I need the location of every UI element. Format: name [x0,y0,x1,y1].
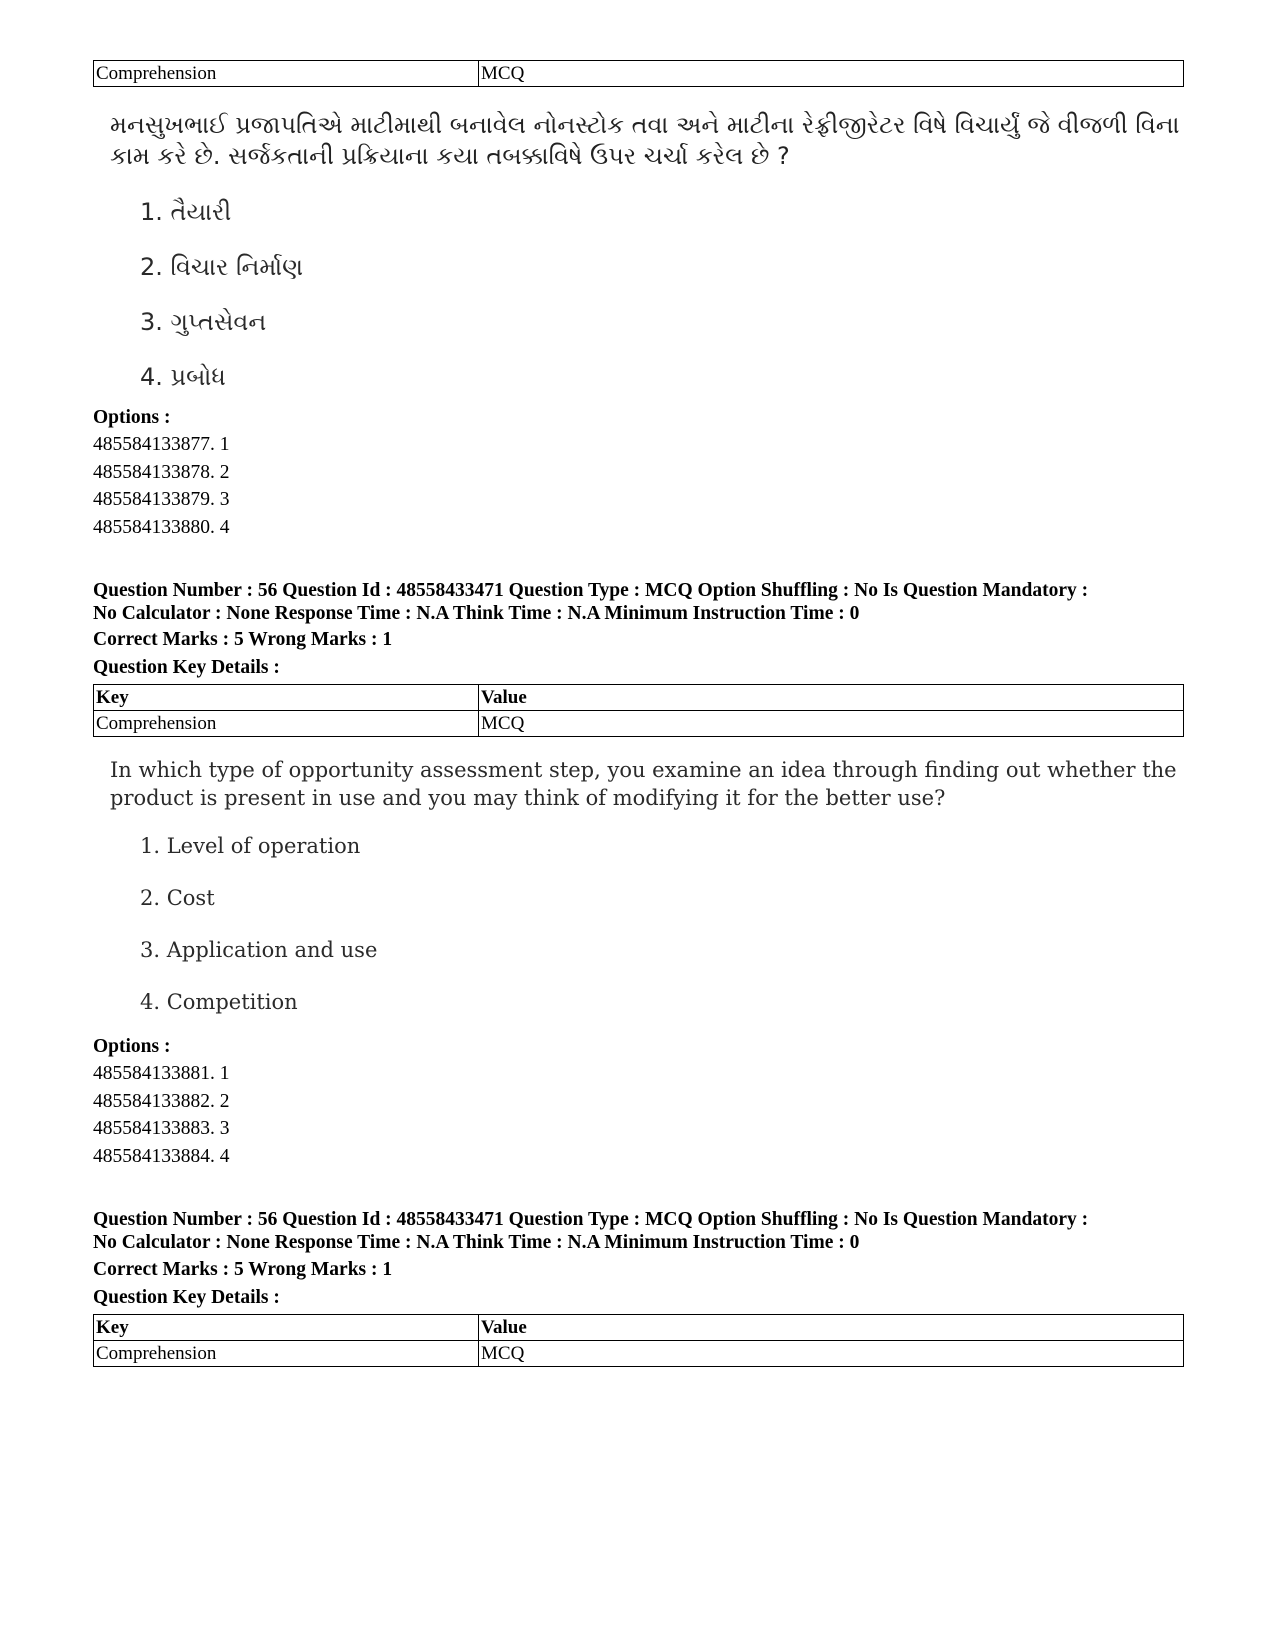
choice-1: 1. Level of operation [140,834,361,858]
key-cell: Comprehension [94,61,479,87]
option-id-1: 485584133881. 1 [93,1063,230,1084]
question-text-english: In which type of opportunity assessment step, you examine an idea through finding out whether the product is present in use and you may think of modifying it for the better use? [110,758,1177,810]
table-row [94,1341,1184,1367]
question-meta-line-2: No Calculator : None Response Time : N.A Think Time : N.A Minimum Instruction Time : 0 [93,1232,860,1253]
header-key: Key [94,1315,479,1341]
option-id-2: 485584133878. 2 [93,462,230,483]
key-details-table [93,684,1184,737]
key-details-label: Question Key Details : [93,1287,280,1308]
option-id-4: 485584133884. 4 [93,1146,230,1167]
option-id-4: 485584133880. 4 [93,517,230,538]
table-row [94,711,1184,737]
table-header-row [94,685,1184,711]
header-key: Key [94,685,479,711]
choice-2: 2. વિચાર નિર્માણ [140,253,304,281]
question-meta-line-1: Question Number : 56 Question Id : 48558433471 Question Type : MCQ Option Shuffling : No Is Question Mandatory : [93,1209,1089,1230]
marks-line: Correct Marks : 5 Wrong Marks : 1 [93,629,393,650]
question-meta [93,1208,1213,1254]
choice-2: 2. Cost [140,886,215,910]
choice-3: 3. Application and use [140,938,378,962]
key-cell: Comprehension [94,1341,479,1367]
value-cell: MCQ [479,711,1184,737]
value-cell: MCQ [479,1341,1184,1367]
question-text-gujarati: મનસુખભાઈ પ્રજાપતિએ માટીમાથી બનાવેલ નોનસ્ટોક તવા અને માટીના રેફ્રીજીરેટર વિષે વિચાર્યું જે વીજળી વિના કામ કરે છે. સર્જકતાની પ્રક્રિયાના કયા તબક્કાવિષે ઉપર ચર્ચા કરેલ છે ? [110,111,1180,170]
key-details-table-top [93,60,1184,87]
question-meta-line-1: Question Number : 56 Question Id : 48558433471 Question Type : MCQ Option Shuffling : No Is Question Mandatory : [93,580,1089,601]
header-value: Value [479,1315,1184,1341]
value-cell: MCQ [479,61,1184,87]
options-label: Options : [93,1036,171,1057]
key-cell: Comprehension [94,711,479,737]
choice-4: 4. Competition [140,990,298,1014]
choice-3: 3. ગુપ્તસેવન [140,308,267,336]
header-value: Value [479,685,1184,711]
marks-line: Correct Marks : 5 Wrong Marks : 1 [93,1259,393,1280]
question-meta-line-2: No Calculator : None Response Time : N.A Think Time : N.A Minimum Instruction Time : 0 [93,603,860,624]
table-header-row [94,1315,1184,1341]
question-meta [93,579,1213,625]
option-id-1: 485584133877. 1 [93,434,230,455]
option-id-3: 485584133879. 3 [93,489,230,510]
option-id-3: 485584133883. 3 [93,1118,230,1139]
table-row [94,61,1184,87]
choice-1: 1. તૈયારી [140,198,232,226]
key-details-table [93,1314,1184,1367]
options-label: Options : [93,407,171,428]
option-id-2: 485584133882. 2 [93,1091,230,1112]
key-details-label: Question Key Details : [93,657,280,678]
choice-4: 4. પ્રબોધ [140,363,226,391]
